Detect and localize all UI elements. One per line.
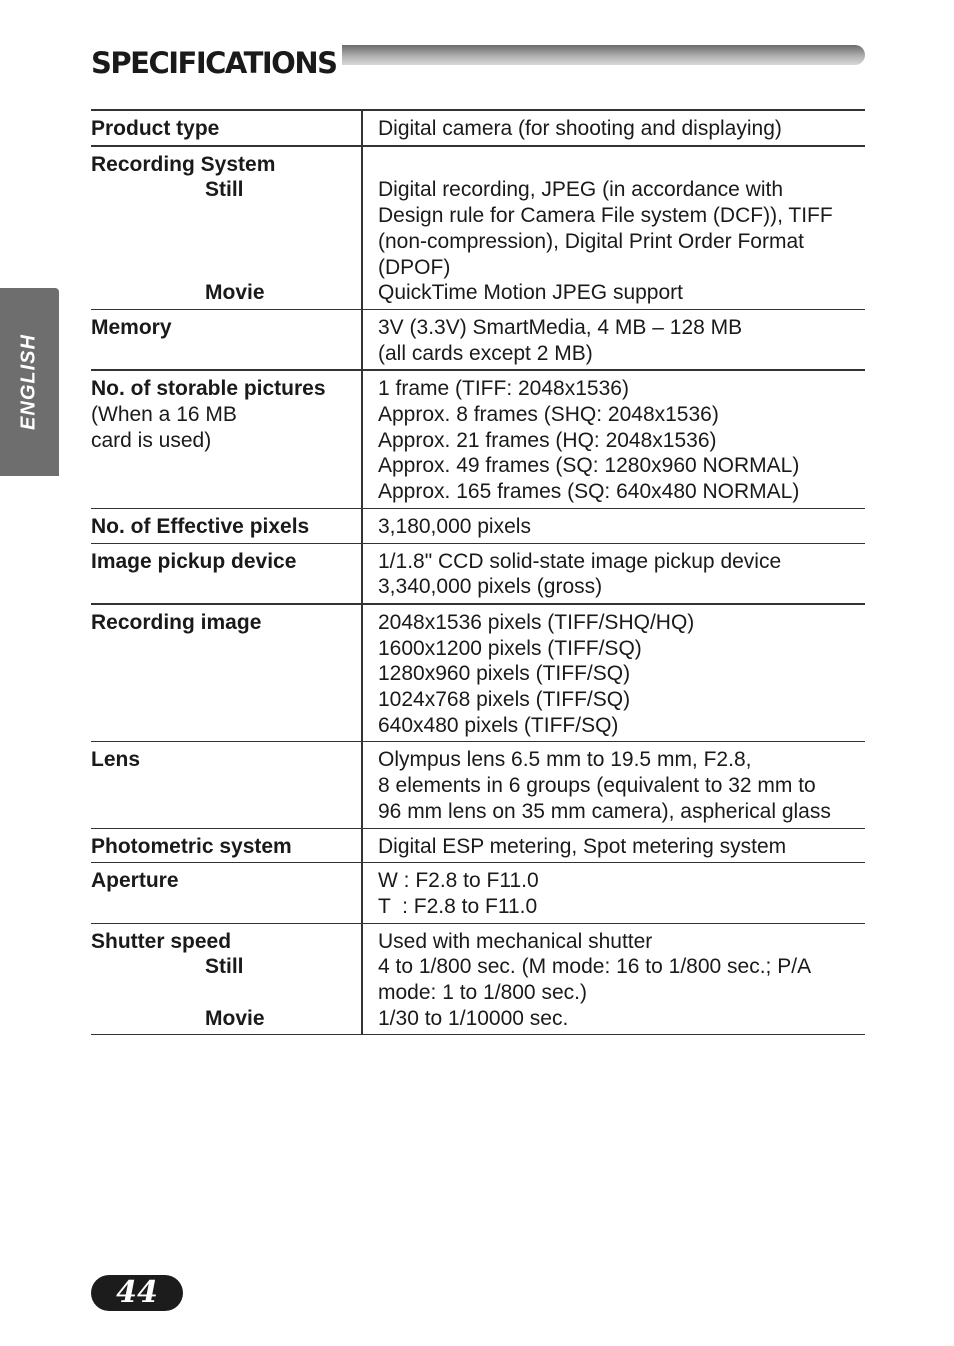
spec-row-effective-pixels bbox=[91, 508, 865, 543]
specifications-table bbox=[91, 109, 865, 1035]
page-title: SPECIFICATIONS bbox=[91, 44, 342, 82]
spec-label: Image pickup device bbox=[91, 543, 362, 604]
spec-value: Digital ESP metering, Spot metering system bbox=[362, 828, 865, 863]
spec-row-aperture bbox=[91, 863, 865, 923]
sub-label-still: Still bbox=[205, 955, 244, 979]
sub-label-movie: Movie bbox=[205, 1006, 265, 1030]
spec-label: No. of storable pictures (When a 16 MB card is used) bbox=[91, 370, 362, 508]
spec-label: Aperture bbox=[91, 863, 362, 923]
spec-value: Digital camera (for shooting and displaying) bbox=[362, 110, 865, 146]
spec-row-recording-image bbox=[91, 604, 865, 742]
spec-label: Memory bbox=[91, 309, 362, 370]
spec-row-storable-pictures bbox=[91, 370, 865, 508]
spec-label: Shutter speed Still Movie bbox=[91, 923, 362, 1035]
spec-row-lens bbox=[91, 742, 865, 828]
spec-label: Product type bbox=[91, 110, 362, 146]
spec-row-shutter-speed bbox=[91, 923, 865, 1035]
spec-value: 1/1.8" CCD solid-state image pickup device 3,340,000 pixels (gross) bbox=[362, 543, 865, 604]
spec-row-image-pickup bbox=[91, 543, 865, 604]
page-number-badge: 44 bbox=[91, 1275, 183, 1311]
spec-value: Used with mechanical shutter 4 to 1/800 sec. (M mode: 16 to 1/800 sec.; P/A mode: 1 to 1/800 sec.) 1/30 to 1/10000 sec. bbox=[362, 923, 865, 1035]
spec-value: 2048x1536 pixels (TIFF/SHQ/HQ) 1600x1200 pixels (TIFF/SQ) 1280x960 pixels (TIFF/SQ) 1024x768 pixels (TIFF/SQ) 640x480 pixels (TIFF/SQ) bbox=[362, 604, 865, 742]
spec-label: Recording System Still Movie bbox=[91, 146, 362, 310]
spec-label: Lens bbox=[91, 742, 362, 828]
spec-row-product-type bbox=[91, 110, 865, 146]
spec-value: 3,180,000 pixels bbox=[362, 508, 865, 543]
spec-label: No. of Effective pixels bbox=[91, 508, 362, 543]
spec-row-photometric bbox=[91, 828, 865, 863]
spec-label: Photometric system bbox=[91, 828, 362, 863]
spec-row-recording-system bbox=[91, 146, 865, 310]
language-tab-label: ENGLISH bbox=[17, 334, 40, 430]
spec-value: Digital recording, JPEG (in accordance with Design rule for Camera File system (DCF)), TIFF (non-compression), Digital Print Order Format (DPOF) QuickTime Motion JPEG support bbox=[362, 146, 865, 310]
spec-value: 1 frame (TIFF: 2048x1536) Approx. 8 frames (SHQ: 2048x1536) Approx. 21 frames (HQ: 2048x1536) Approx. 49 frames (SQ: 1280x960 NORMAL) Approx. 165 frames (SQ: 640x480 NORMAL) bbox=[362, 370, 865, 508]
spec-value: 3V (3.3V) SmartMedia, 4 MB – 128 MB (all cards except 2 MB) bbox=[362, 309, 865, 370]
language-tab bbox=[0, 288, 59, 476]
spec-row-memory bbox=[91, 309, 865, 370]
sub-label-movie: Movie bbox=[205, 281, 265, 305]
sub-label-still: Still bbox=[205, 178, 244, 202]
spec-value: Olympus lens 6.5 mm to 19.5 mm, F2.8, 8 elements in 6 groups (equivalent to 32 mm to 96 mm lens on 35 mm camera), aspherical glass bbox=[362, 742, 865, 828]
spec-label: Recording image bbox=[91, 604, 362, 742]
spec-value: W : F2.8 to F11.0 T : F2.8 to F11.0 bbox=[362, 863, 865, 923]
